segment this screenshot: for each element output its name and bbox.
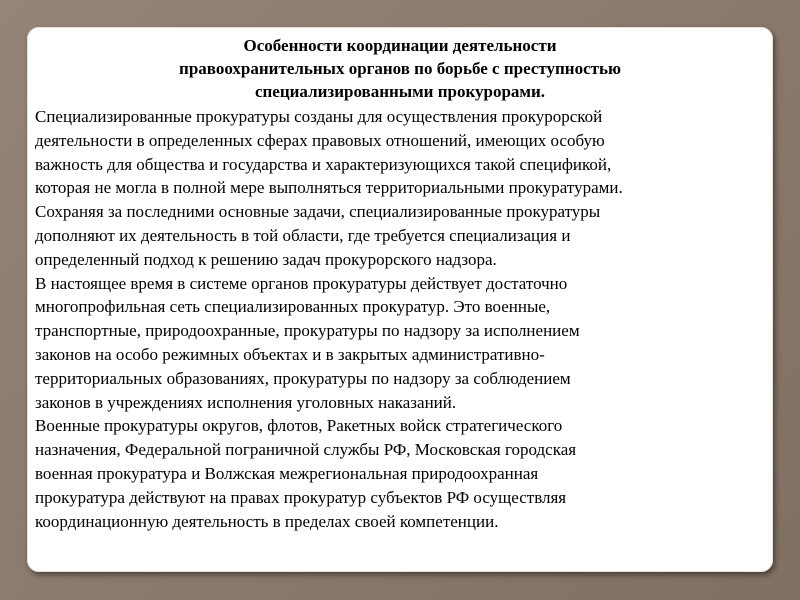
text-line: транспортные, природоохранные, прокуратуры по надзору за исполнением (35, 321, 580, 341)
slide-body (35, 105, 765, 533)
paragraph-current-network (35, 272, 765, 415)
text-line: прокуратура действуют на правах прокуратур субъектов РФ осуществляя (35, 487, 567, 507)
slide-title (35, 34, 765, 103)
text-line: определенный подход к решению задач прокурорского надзора. (35, 249, 497, 269)
text-line: которая не могла в полной мере выполняться территориальными прокуратурами. (35, 178, 623, 198)
paragraph-main-tasks (35, 200, 765, 271)
text-line: назначения, Федеральной пограничной службы РФ, Московская городская (35, 440, 577, 460)
title-line: Особенности координации деятельности (243, 36, 557, 55)
text-line: деятельности в определенных сферах правовых отношений, имеющих особую (35, 130, 605, 150)
text-line: координационную деятельность в пределах своей компетенции. (35, 511, 499, 531)
text-line: Сохраняя за последними основные задачи, специализированные прокуратуры (35, 202, 601, 222)
paragraph-military-prosecutors (35, 414, 765, 533)
text-line: территориальных образованиях, прокуратуры по надзору за соблюдением (35, 368, 571, 388)
text-line: дополняют их деятельность в той области, где требуется специализация и (35, 225, 571, 245)
paragraph-specialized-prosecutors (35, 105, 765, 200)
text-line: законов на особо режимных объектах и в закрытых административно- (35, 344, 545, 364)
title-line: специализированными прокурорами. (254, 82, 546, 101)
text-line: важность для общества и государства и характеризующихся такой спецификой, (35, 154, 612, 174)
slide-card (27, 27, 773, 572)
text-line: Военные прокуратуры округов, флотов, Ракетных войск стратегического (35, 416, 563, 436)
text-line: многопрофильная сеть специализированных прокуратур. Это военные, (35, 297, 551, 317)
text-line: В настоящее время в системе органов прокуратуры действует достаточно (35, 273, 568, 293)
text-line: Специализированные прокуратуры созданы для осуществления прокурорской (35, 107, 603, 126)
title-line: правоохранительных органов по борьбе с преступностью (179, 59, 621, 78)
text-line: законов в учреждениях исполнения уголовных наказаний. (35, 392, 457, 412)
text-line: военная прокуратура и Волжская межрегиональная природоохранная (35, 463, 539, 483)
